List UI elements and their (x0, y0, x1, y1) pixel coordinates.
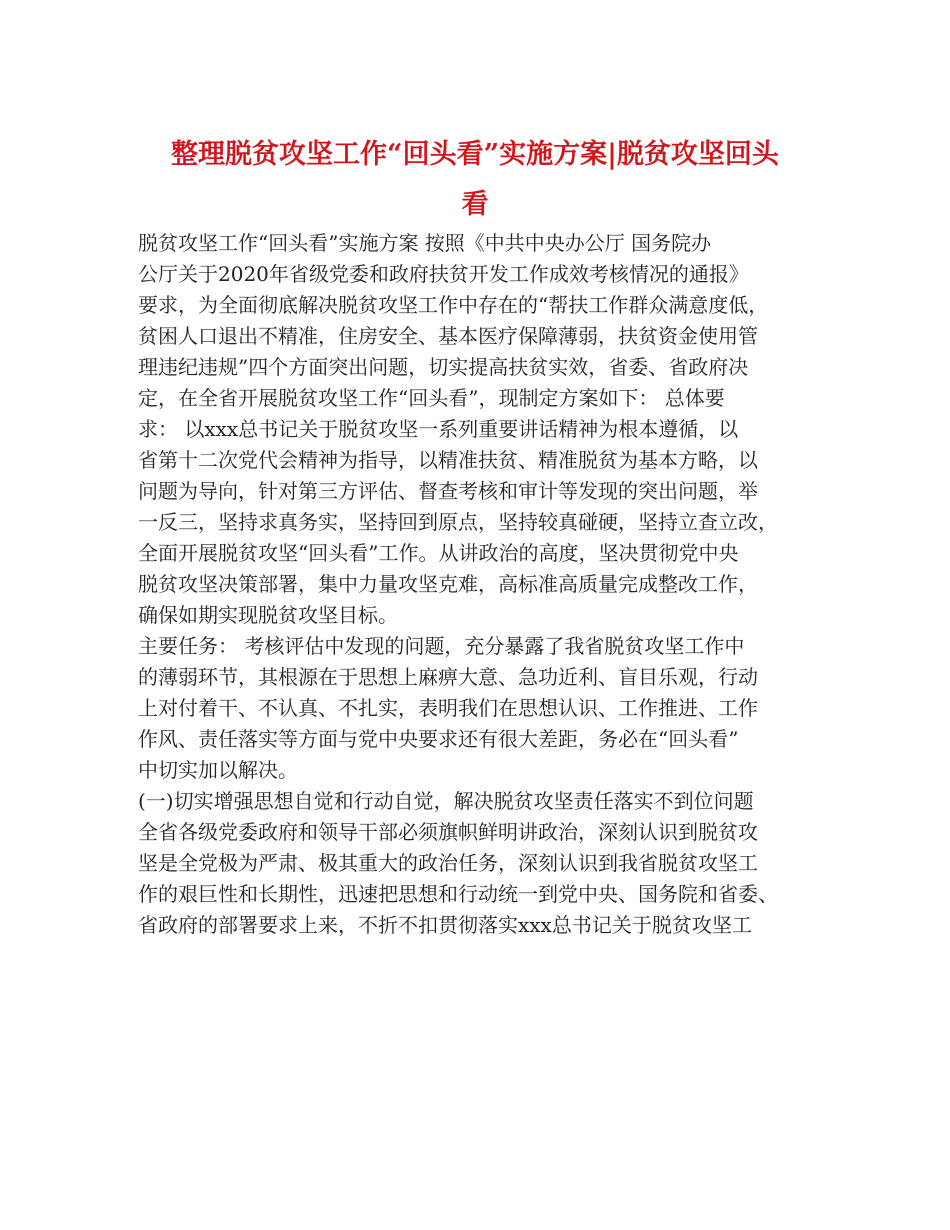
body-line: 省第十二次党代会精神为指导，以精准扶贫、精准脱贫为基本方略，以 (138, 448, 758, 472)
body-line: (一)切实增强思想自觉和行动自觉，解决脱贫攻坚责任落实不到位问题 (138, 789, 754, 813)
body-line: 坚是全党极为严肃、极其重大的政治任务，深刻认识到我省脱贫攻坚工 (138, 851, 758, 875)
body-line: 全省各级党委政府和领导干部必须旗帜鲜明讲政治，深刻认识到脱贫攻 (138, 820, 758, 844)
body-line: 贫困人口退出不精准，住房安全、基本医疗保障薄弱，扶贫资金使用管 (138, 324, 758, 348)
document-title (130, 130, 820, 230)
body-line: 全面开展脱贫攻坚“回头看”工作。从讲政治的高度，坚决贯彻党中央 (138, 541, 739, 565)
body-line: 问题为导向，针对第三方评估、督查考核和审计等发现的突出问题，举 (138, 479, 758, 503)
body-line: 中切实加以解决。 (138, 758, 298, 782)
body-line: 作风、责任落实等方面与党中央要求还有很大差距，务必在“回头看” (138, 727, 739, 751)
title-line: 整理脱贫攻坚工作“回头看”实施方案|脱贫攻坚回头 (171, 139, 779, 170)
body-line: 确保如期实现脱贫攻坚目标。 (138, 603, 398, 627)
body-line: 省政府的部署要求上来，不折不扣贯彻落实xxx总书记关于脱贫攻坚工 (138, 913, 752, 937)
body-line: 脱贫攻坚决策部署，集中力量攻坚克难，高标准高质量完成整改工作， (138, 572, 758, 596)
body-line: 定，在全省开展脱贫攻坚工作“回头看”，现制定方案如下： 总体要 (138, 386, 725, 410)
body-line: 上对付着干、不认真、不扎实，表明我们在思想认识、工作推进、工作 (138, 696, 758, 720)
body-line: 的薄弱环节，其根源在于思想上麻痹大意、急功近利、盲目乐观，行动 (138, 665, 758, 689)
body-line: 作的艰巨性和长期性，迅速把思想和行动统一到党中央、国务院和省委、 (138, 882, 778, 906)
title-line: 看 (461, 189, 489, 220)
body-line: 脱贫攻坚工作“回头看”实施方案 按照《中共中央办公厅 国务院办 (138, 231, 712, 255)
body-line: 一反三，坚持求真务实，坚持回到原点，坚持较真碰硬，坚持立查立改， (138, 510, 778, 534)
body-line: 求： 以xxx总书记关于脱贫攻坚一系列重要讲话精神为根本遵循，以 (138, 417, 739, 441)
body-line: 要求，为全面彻底解决脱贫攻坚工作中存在的“帮扶工作群众满意度低， (138, 293, 769, 317)
body-line: 公厅关于2020年省级党委和政府扶贫开发工作成效考核情况的通报》 (138, 262, 749, 286)
body-line: 理违纪违规”四个方面突出问题，切实提高扶贫实效，省委、省政府决 (138, 355, 749, 379)
document-body (138, 228, 828, 941)
body-line: 主要任务： 考核评估中发现的问题，充分暴露了我省脱贫攻坚工作中 (138, 634, 745, 658)
